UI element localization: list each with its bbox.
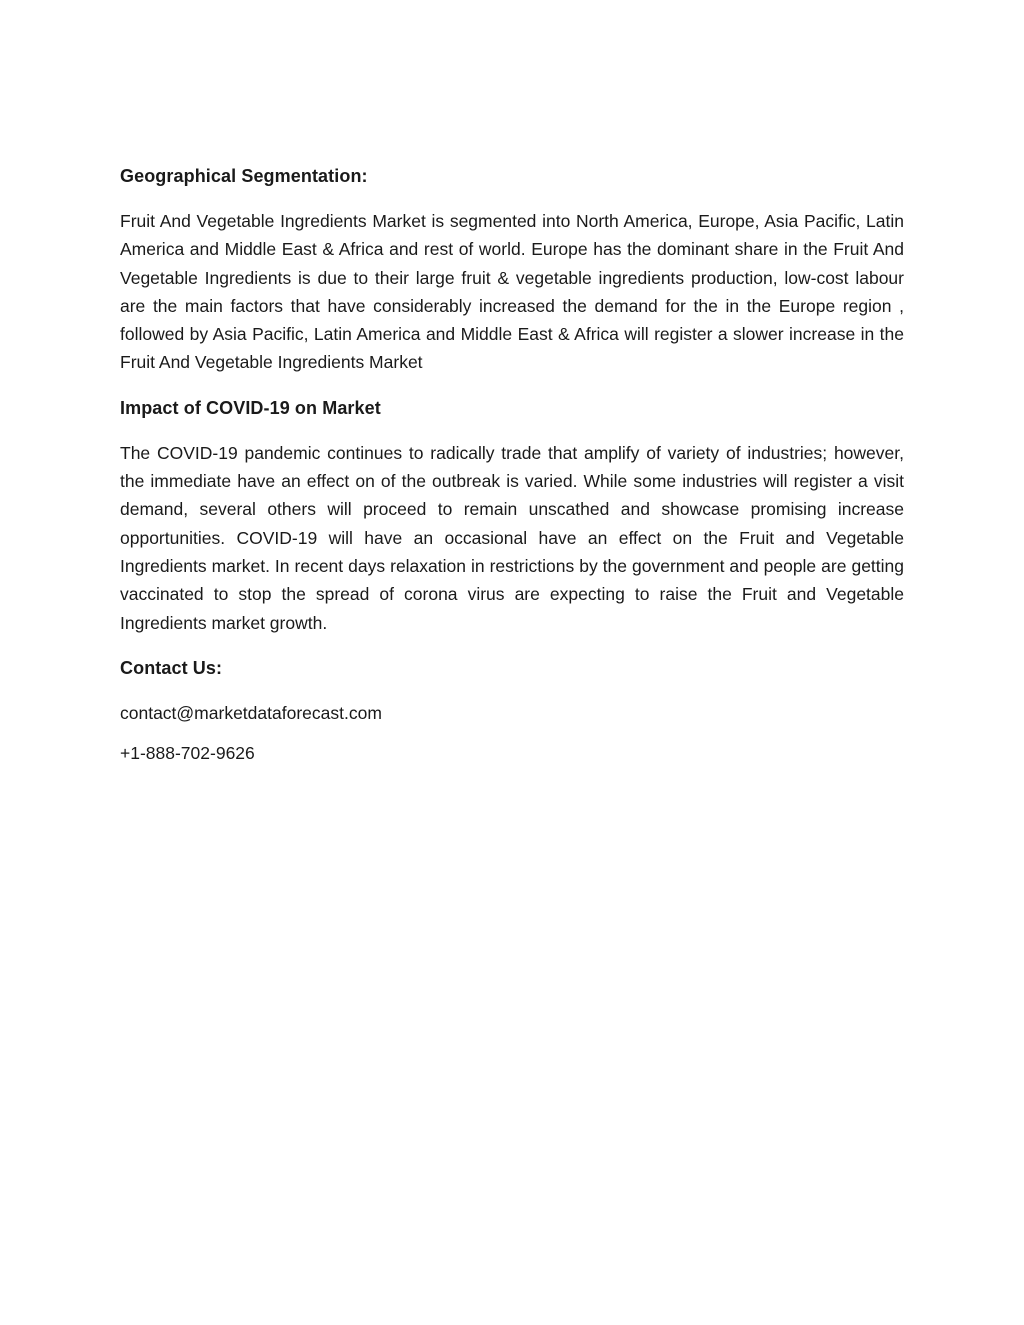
covid-impact-heading: Impact of COVID-19 on Market xyxy=(120,397,381,418)
contact-us-heading: Contact Us: xyxy=(120,657,223,678)
contact-email: contact@marketdataforecast.com xyxy=(120,702,382,723)
contact-phone: +1-888-702-9626 xyxy=(120,742,255,763)
document-content xyxy=(120,162,904,779)
geographical-segmentation-paragraph: Fruit And Vegetable Ingredients Market is segmented into North America, Europe, Asia Pacific, Latin America and Middle East & Africa and rest of world. Europe has the dominant share in the Fruit And Vegetable Ingredients is due to their large fruit & vegetable ingredients production, low-cost labour are the main factors that have considerably increased the demand for the in the Europe region , followed by Asia Pacific, Latin America and Middle East & Africa will register a slower increase in the Fruit And Vegetable Ingredients Market xyxy=(120,211,904,373)
covid-impact-paragraph: The COVID-19 pandemic continues to radically trade that amplify of variety of industries; however, the immediate have an effect on of the outbreak is varied. While some industries will register a visit demand, several others will proceed to remain unscathed and showcase promising increase opportunities. COVID-19 will have an occasional have an effect on the Fruit and Vegetable Ingredients market. In recent days relaxation in restrictions by the government and people are getting vaccinated to stop the spread of corona virus are expecting to raise the Fruit and Vegetable Ingredients market growth. xyxy=(120,442,904,633)
geographical-segmentation-heading: Geographical Segmentation: xyxy=(120,166,368,186)
